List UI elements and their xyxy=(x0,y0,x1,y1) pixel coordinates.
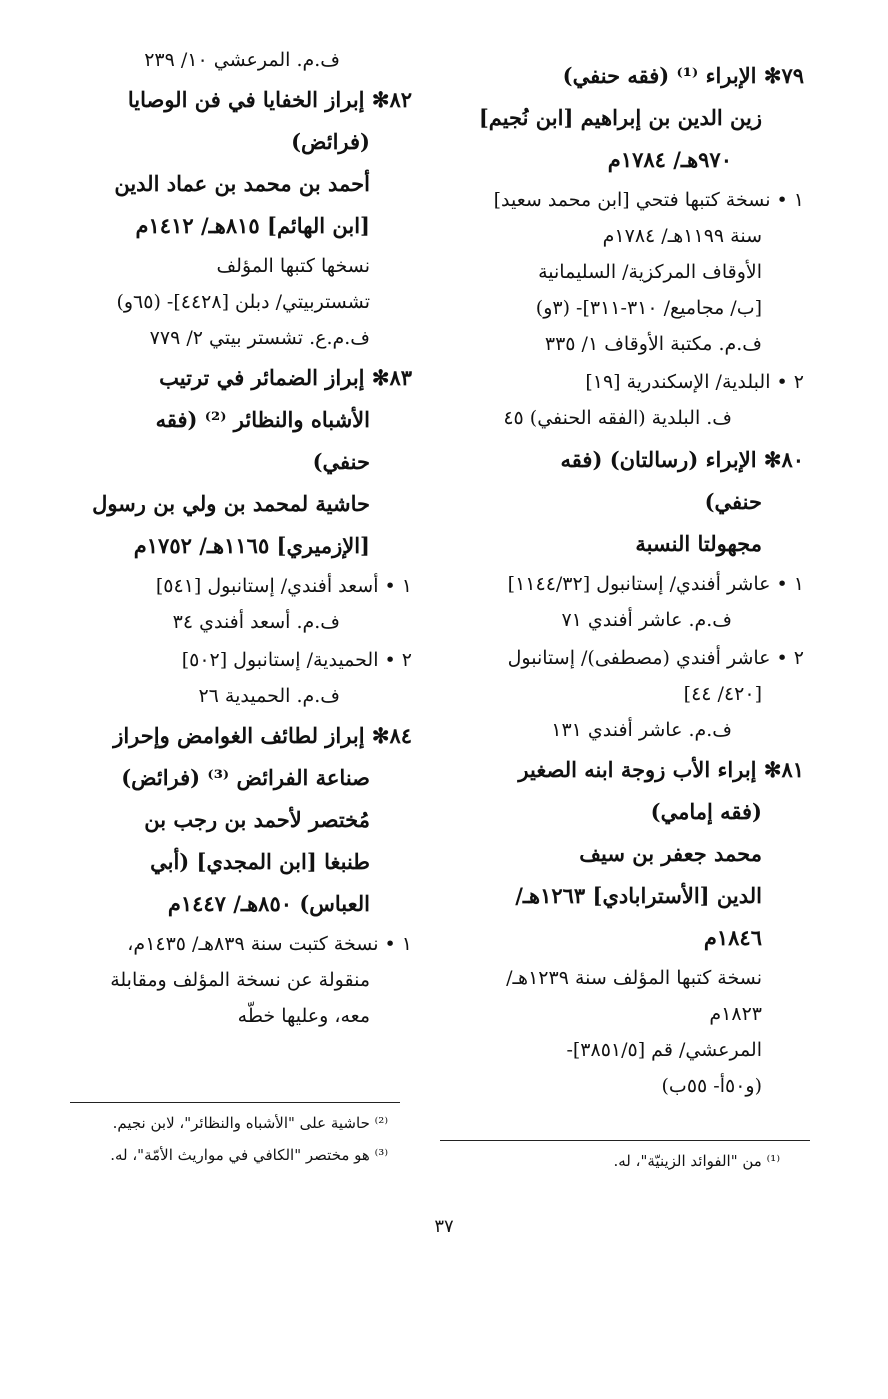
right-column-line: ١٨٤٦م xyxy=(703,925,762,950)
left-column-line: طنبغا [ابن المجدي] (أبي xyxy=(150,849,370,874)
left-column-line: ١ • أسعد أفندي/ إستانبول [٥٤١] xyxy=(155,575,412,597)
right-column-line: ٩٧٠هـ/ ١٧٨٤م xyxy=(607,147,732,172)
left-column-line: الأشباه والنظائر ⁽²⁾ (فقه xyxy=(155,407,370,432)
footnote-separator-right xyxy=(440,1140,810,1141)
right-column-line: زين الدين بن إبراهيم [ابن نُجيم] xyxy=(478,105,762,130)
left-column-line: [ابن الهائم] ٨١٥هـ/ ١٤١٢م xyxy=(135,213,370,238)
left-column-line: حاشية لمحمد بن ولي بن رسول xyxy=(92,491,370,516)
right-column-line: نسخة كتبها المؤلف سنة ١٢٣٩هـ/ xyxy=(506,967,762,989)
footnote-2: ⁽²⁾ حاشية على "الأشباه والنظائر"، لابن نجيم. xyxy=(112,1114,388,1132)
right-column-line: الدين [الأسترابادي] ١٢٦٣هـ/ xyxy=(515,883,762,908)
left-column-line: صناعة الفرائض ⁽³⁾ (فرائض) xyxy=(121,765,370,790)
footnote-separator-left xyxy=(70,1102,400,1103)
left-column-line: تشستربيتي/ دبلن [٤٤٢٨]- (٦٥و) xyxy=(116,291,370,313)
left-column-line: ف.م.ع. تشستر بيتي ٢/ ٧٧٩ xyxy=(149,327,370,349)
footnote-1: ⁽¹⁾ من "الفوائد الزينيّة"، له. xyxy=(613,1152,780,1170)
right-column-line: ف.م. مكتبة الأوقاف ١/ ٣٣٥ xyxy=(544,333,762,355)
right-column-line: ١٨٢٣م xyxy=(709,1003,762,1025)
right-column-line: ٧٩✻ الإبراء ⁽¹⁾ (فقه حنفي) xyxy=(562,63,804,88)
right-column-line: (و٥٠أ- ٥٥ب) xyxy=(661,1075,762,1097)
left-column-line: ٨٢✻ إبراز الخفايا في فن الوصايا xyxy=(127,87,412,112)
page-number: ٣٧ xyxy=(434,1216,454,1237)
left-column-line: ٨٤✻ إبراز لطائف الغوامض وإحراز xyxy=(113,723,412,748)
left-column-line: ف.م. الحميدية ٢٦ xyxy=(198,685,340,707)
footnote-3: ⁽³⁾ هو مختصر "الكافي في مواريث الأمّة"، له. xyxy=(110,1146,388,1164)
right-column-line: ٢ • البلدية/ الإسكندرية [١٩] xyxy=(585,371,804,393)
left-column-line: ٨٣✻ إبراز الضمائر في ترتيب xyxy=(159,365,412,390)
right-column-line: [٤٢٠/ ٤٤] xyxy=(683,683,762,705)
left-column-line: أحمد بن محمد بن عماد الدين xyxy=(114,171,370,196)
left-column-line: ١ • نسخة كتبت سنة ٨٣٩هـ/ ١٤٣٥م، xyxy=(127,933,412,955)
right-column-line: الأوقاف المركزية/ السليمانية xyxy=(538,261,762,283)
right-column-line: مجهولتا النسبة xyxy=(635,531,762,556)
right-column-line: ف.م. عاشر أفندي ١٣١ xyxy=(551,719,732,741)
right-column-line: ٨٠✻ الإبراء (رسالتان) (فقه xyxy=(560,447,804,472)
right-column-line: ١ • عاشر أفندي/ إستانبول [١١٤٤/٣٢] xyxy=(507,573,804,595)
right-column-line: [ب/ مجاميع/ ٣١٠-٣١١]- (٣و) xyxy=(535,297,762,319)
left-column-line: معه، وعليها خطّه xyxy=(237,1005,370,1027)
right-column-line: ٨١✻ إبراء الأب زوجة ابنه الصغير xyxy=(518,757,804,782)
left-column-line: ف.م. أسعد أفندي ٣٤ xyxy=(172,611,340,633)
right-column-line: ف.م. عاشر أفندي ٧١ xyxy=(561,609,732,631)
left-column-line: مُختصر لأحمد بن رجب بن xyxy=(144,807,370,832)
left-column-line: منقولة عن نسخة المؤلف ومقابلة xyxy=(110,969,370,991)
right-column-line: (فقه إمامي) xyxy=(650,799,762,824)
right-column-line: سنة ١١٩٩هـ/ ١٧٨٤م xyxy=(602,225,762,247)
left-column-line: العباس) ٨٥٠هـ/ ١٤٤٧م xyxy=(167,891,370,916)
left-column-line: ٢ • الحميدية/ إستانبول [٥٠٢] xyxy=(181,649,412,671)
right-column-line: ٢ • عاشر أفندي (مصطفى)/ إستانبول xyxy=(507,647,804,669)
right-column-line: حنفي) xyxy=(704,489,762,514)
right-column-line: محمد جعفر بن سيف xyxy=(579,841,762,866)
left-column-line: [الإزميري] ١١٦٥هـ/ ١٧٥٢م xyxy=(133,533,370,558)
right-column-line: المرعشي/ قم [٣٨٥١/٥]- xyxy=(566,1039,762,1061)
left-column-line: ف.م. المرعشي ١٠/ ٢٣٩ xyxy=(144,49,340,71)
right-column-line: ١ • نسخة كتبها فتحي [ابن محمد سعيد] xyxy=(493,189,804,211)
left-column-line: (فرائض) xyxy=(291,129,370,154)
left-column-line: نسخها كتبها المؤلف xyxy=(216,255,370,277)
left-column-line: حنفي) xyxy=(312,449,370,474)
right-column-line: ف. البلدية (الفقه الحنفي) ٤٥ xyxy=(503,407,732,429)
